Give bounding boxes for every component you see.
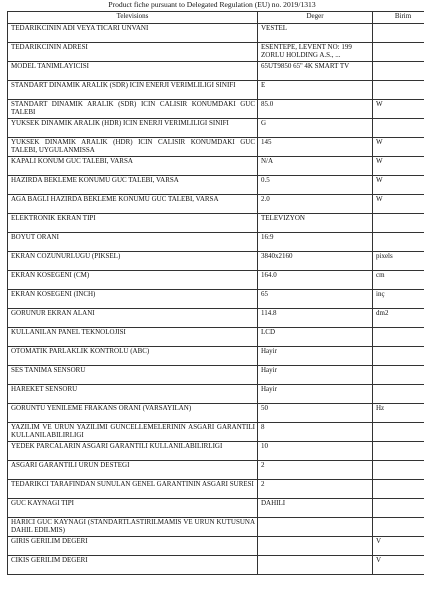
row-value: 164.0	[258, 271, 373, 290]
table-row	[8, 537, 424, 556]
table-row	[8, 252, 424, 271]
row-unit	[373, 81, 424, 100]
row-unit	[373, 43, 424, 62]
row-label: SES TANIMA SENSORU	[8, 366, 258, 385]
row-unit	[373, 423, 424, 442]
table-row	[8, 423, 424, 442]
row-label: YUKSEK DINAMIK ARALIK (HDR) ICIN ENERJI VERIMLILIGI SINIFI	[8, 119, 258, 138]
table-row	[8, 138, 424, 157]
row-unit	[373, 518, 424, 537]
row-value: G	[258, 119, 373, 138]
row-value: N/A	[258, 157, 373, 176]
row-label: EKRAN KOSEGENI (INCH)	[8, 290, 258, 309]
row-label: BOYUT ORANI	[8, 233, 258, 252]
page-title: Product fiche pursuant to Delegated Regulation (EU) no. 2019/1313	[108, 0, 316, 9]
row-value: E	[258, 81, 373, 100]
row-unit	[373, 442, 424, 461]
table-row	[8, 157, 424, 176]
row-unit: dm2	[373, 309, 424, 328]
row-unit: W	[373, 157, 424, 176]
row-label: EKRAN COZUNURLUGU (PIKSEL)	[8, 252, 258, 271]
row-unit: W	[373, 138, 424, 157]
row-value: 85.0	[258, 100, 373, 119]
row-label: EKRAN KOSEGENI (CM)	[8, 271, 258, 290]
table-row	[8, 233, 424, 252]
table-row	[8, 518, 424, 537]
table-row	[8, 499, 424, 518]
column-header-unit: Birim	[373, 12, 424, 24]
row-label: YAZILIM VE URUN YAZILIMI GUNCELLEMELERININ ASGARI GARANTILI KULLANILABILIRLIGI	[8, 423, 258, 442]
row-value: Hayir	[258, 385, 373, 404]
row-unit: V	[373, 537, 424, 556]
row-value: VESTEL	[258, 24, 373, 43]
row-label: ASGARI GARANTILI URUN DESTEGI	[8, 461, 258, 480]
row-label: TEDARIKCININ ADRESI	[8, 43, 258, 62]
row-value: 10	[258, 442, 373, 461]
row-unit	[373, 119, 424, 138]
row-unit	[373, 461, 424, 480]
table-row	[8, 328, 424, 347]
row-unit: W	[373, 100, 424, 119]
row-label: HAREKET SENSORU	[8, 385, 258, 404]
row-unit	[373, 480, 424, 499]
table-row	[8, 366, 424, 385]
row-unit: inç	[373, 290, 424, 309]
row-unit	[373, 347, 424, 366]
row-value: Hayir	[258, 366, 373, 385]
table-row	[8, 271, 424, 290]
row-unit	[373, 366, 424, 385]
row-label: KULLANILAN PANEL TEKNOLOJISI	[8, 328, 258, 347]
table-row	[8, 62, 424, 81]
row-value: 16:9	[258, 233, 373, 252]
table-row	[8, 100, 424, 119]
row-label: TEDARIKCININ ADI VEYA TICARI UNVANI	[8, 24, 258, 43]
row-label: STANDART DINAMIK ARALIK (SDR) ICIN ENERJI VERIMLILIGI SINIFI	[8, 81, 258, 100]
row-unit	[373, 499, 424, 518]
row-label: OTOMATIK PARLAKLIK KONTROLU (ABC)	[8, 347, 258, 366]
product-fiche-table	[7, 11, 424, 575]
row-value: LCD	[258, 328, 373, 347]
table-row	[8, 309, 424, 328]
row-label: HARICI GUC KAYNAGI (STANDARTLASTIRILMAMIS VE URUN KUTUSUNA DAHIL EDILMIS)	[8, 518, 258, 537]
row-value	[258, 537, 373, 556]
row-unit: Hz	[373, 404, 424, 423]
table-row	[8, 81, 424, 100]
table-row	[8, 290, 424, 309]
row-value: 65	[258, 290, 373, 309]
row-label: AGA BAGLI HAZIRDA BEKLEME KONUMU GUC TALEBI, VARSA	[8, 195, 258, 214]
row-unit	[373, 214, 424, 233]
row-unit: V	[373, 556, 424, 575]
row-value: 3840x2160	[258, 252, 373, 271]
row-unit	[373, 385, 424, 404]
row-value	[258, 556, 373, 575]
table-row	[8, 480, 424, 499]
row-unit: cm	[373, 271, 424, 290]
row-label: GUC KAYNAGI TIPI	[8, 499, 258, 518]
row-label: YUKSEK DINAMIK ARALIK (HDR) ICIN CALISIR KONUMDAKI GUC TALEBI, UYGULANMISSA	[8, 138, 258, 157]
table-row	[8, 385, 424, 404]
row-label: STANDART DINAMIK ARALIK (SDR) ICIN CALISIR KONUMDAKI GUC TALEBI	[8, 100, 258, 119]
row-unit: W	[373, 195, 424, 214]
row-label: TEDARIKCI TARAFINDAN SUNULAN GENEL GARANTININ ASGARI SURESI	[8, 480, 258, 499]
row-label: MODEL TANIMLAYICISI	[8, 62, 258, 81]
table-row	[8, 176, 424, 195]
table-row	[8, 119, 424, 138]
table-row	[8, 347, 424, 366]
row-unit	[373, 62, 424, 81]
row-value: ESENTEPE, LEVENT NO: 199 ZORLU HOLDING A.S., ...	[258, 43, 373, 62]
row-value: 145	[258, 138, 373, 157]
row-label: GORUNTU YENILEME FRAKANS ORANI (VARSAYILAN)	[8, 404, 258, 423]
row-label: GORUNUR EKRAN ALANI	[8, 309, 258, 328]
row-label: ELEKTRONIK EKRAN TIPI	[8, 214, 258, 233]
table-row	[8, 404, 424, 423]
table-row	[8, 24, 424, 43]
row-label: CIKIS GERILIM DEGERI	[8, 556, 258, 575]
row-value: 0.5	[258, 176, 373, 195]
row-value: 50	[258, 404, 373, 423]
row-unit	[373, 328, 424, 347]
row-unit	[373, 24, 424, 43]
row-label: KAPALI KONUM GUC TALEBI, VARSA	[8, 157, 258, 176]
row-unit	[373, 233, 424, 252]
row-value: 114.8	[258, 309, 373, 328]
row-label: GIRIS GERILIM DEGERI	[8, 537, 258, 556]
table-row	[8, 556, 424, 575]
row-value	[258, 518, 373, 537]
row-value: 2	[258, 461, 373, 480]
table-row	[8, 461, 424, 480]
column-header-value: Deger	[258, 12, 373, 24]
table-body	[8, 24, 424, 575]
table-header-row	[8, 12, 424, 24]
row-value: Hayir	[258, 347, 373, 366]
row-value: 8	[258, 423, 373, 442]
row-value: 2	[258, 480, 373, 499]
row-label: HAZIRDA BEKLEME KONUMU GUC TALEBI, VARSA	[8, 176, 258, 195]
row-value: 2.0	[258, 195, 373, 214]
column-header-televisions: Televisions	[8, 12, 258, 24]
row-label: YEDEK PARCALARIN ASGARI GARANTILI KULLANILABILIRLIGI	[8, 442, 258, 461]
row-value: 65UT9850 65'' 4K SMART TV	[258, 62, 373, 81]
table-row	[8, 214, 424, 233]
row-value: DAHILI	[258, 499, 373, 518]
row-unit: pixels	[373, 252, 424, 271]
row-unit: W	[373, 176, 424, 195]
table-row	[8, 43, 424, 62]
table-row	[8, 442, 424, 461]
table-row	[8, 195, 424, 214]
row-value: TELEVIZYON	[258, 214, 373, 233]
